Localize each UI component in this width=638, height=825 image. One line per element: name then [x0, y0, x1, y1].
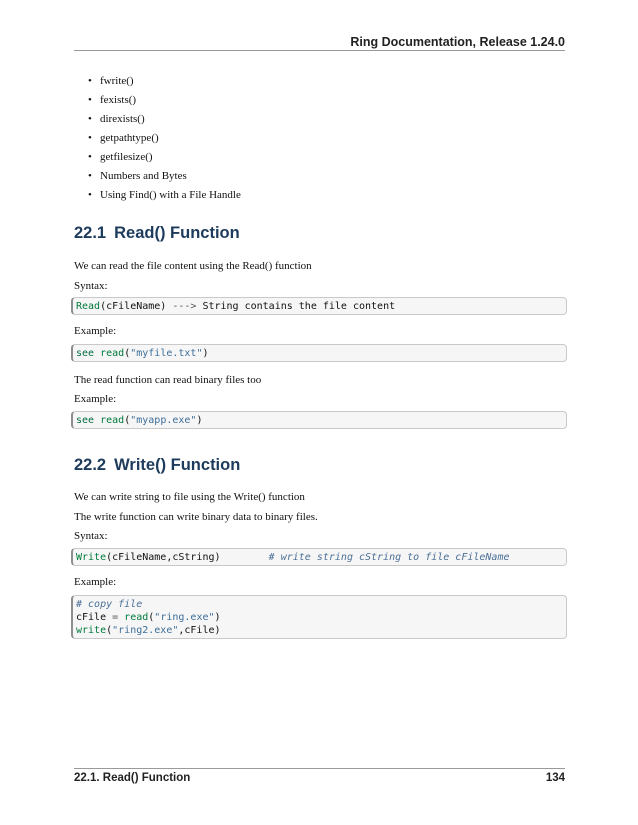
- read-binary-note: The read function can read binary files too: [74, 374, 262, 386]
- header-rule: [74, 50, 565, 51]
- code-description: String contains the file content: [196, 301, 396, 312]
- list-item: [88, 74, 241, 93]
- section-title: Read() Function: [114, 224, 240, 242]
- code-function: Write: [76, 552, 107, 563]
- list-item: [88, 150, 241, 169]
- read-syntax-label: Syntax:: [74, 280, 108, 292]
- section-number: 22.1: [74, 224, 107, 242]
- code-function: Read: [76, 301, 101, 312]
- bullet-icon: •: [88, 151, 92, 163]
- bullet-icon: •: [88, 94, 92, 106]
- code-comment: # write string cString to file cFileName: [268, 552, 510, 563]
- code-args: ,cFile): [178, 625, 221, 636]
- code-args: (cFileName): [100, 301, 173, 312]
- code-keyword: see: [76, 415, 95, 426]
- code-function: read: [118, 612, 149, 623]
- section-title: Write() Function: [114, 456, 241, 474]
- list-item-label: getfilesize(): [100, 151, 153, 163]
- bullet-icon: •: [88, 170, 92, 182]
- list-item-label: Numbers and Bytes: [100, 170, 187, 182]
- list-item-label: getpathtype(): [100, 132, 159, 144]
- write-example-label: Example:: [74, 576, 117, 588]
- footer-section-link[interactable]: 22.1. Read() Function: [74, 772, 191, 784]
- code-paren: (: [124, 348, 131, 359]
- bullet-icon: •: [88, 189, 92, 201]
- list-item: [88, 169, 241, 188]
- read-example2-label: Example:: [74, 393, 117, 405]
- read-example2-code-block[interactable]: [71, 411, 567, 429]
- list-item-label: direxists(): [100, 113, 145, 125]
- code-keyword: see: [76, 348, 95, 359]
- code-function: write: [76, 625, 107, 636]
- code-function: read: [100, 415, 125, 426]
- list-item-label: fexists(): [100, 94, 137, 106]
- code-args: (cFileName,cString): [106, 552, 221, 563]
- code-string: "myfile.txt": [130, 348, 203, 359]
- topic-bullet-list: [88, 74, 241, 207]
- bullet-icon: •: [88, 132, 92, 144]
- running-header-title: Ring Documentation, Release 1.24.0: [350, 35, 565, 49]
- code-string: "ring.exe": [154, 612, 215, 623]
- write-example-code-block[interactable]: [71, 595, 567, 639]
- code-paren: (: [148, 612, 155, 623]
- code-string: "ring2.exe": [112, 625, 179, 636]
- list-item-label: Using Find() with a File Handle: [100, 189, 241, 201]
- section-number: 22.2: [74, 456, 107, 474]
- read-intro-text: We can read the file content using the Read() function: [74, 260, 312, 272]
- code-operator: =: [112, 612, 119, 623]
- write-syntax-code-block[interactable]: [71, 548, 567, 566]
- list-item: [88, 131, 241, 150]
- section-heading-read: [74, 224, 240, 243]
- read-syntax-code-block[interactable]: [71, 297, 567, 315]
- footer-rule: [74, 768, 565, 769]
- code-function: read: [100, 348, 125, 359]
- code-spacer: [221, 552, 269, 563]
- code-paren: ): [196, 415, 203, 426]
- bullet-icon: •: [88, 75, 92, 87]
- write-intro-text: We can write string to file using the Write() function: [74, 491, 305, 503]
- code-paren: ): [202, 348, 209, 359]
- code-paren: (: [106, 625, 113, 636]
- list-item: [88, 188, 241, 207]
- code-comment: # copy file: [76, 599, 143, 610]
- read-example-label: Example:: [74, 325, 117, 337]
- code-arrow: --->: [172, 301, 197, 312]
- write-binary-note: The write function can write binary data to binary files.: [74, 511, 318, 523]
- read-example-code-block[interactable]: [71, 344, 567, 362]
- list-item: [88, 112, 241, 131]
- list-item: [88, 93, 241, 112]
- page-number: 134: [545, 772, 565, 784]
- section-heading-write: [74, 456, 240, 475]
- bullet-icon: •: [88, 113, 92, 125]
- code-paren: (: [124, 415, 131, 426]
- code-string: "myapp.exe": [130, 415, 197, 426]
- write-syntax-label: Syntax:: [74, 530, 108, 542]
- list-item-label: fwrite(): [100, 75, 134, 87]
- code-paren: ): [214, 612, 221, 623]
- code-variable: cFile: [76, 612, 113, 623]
